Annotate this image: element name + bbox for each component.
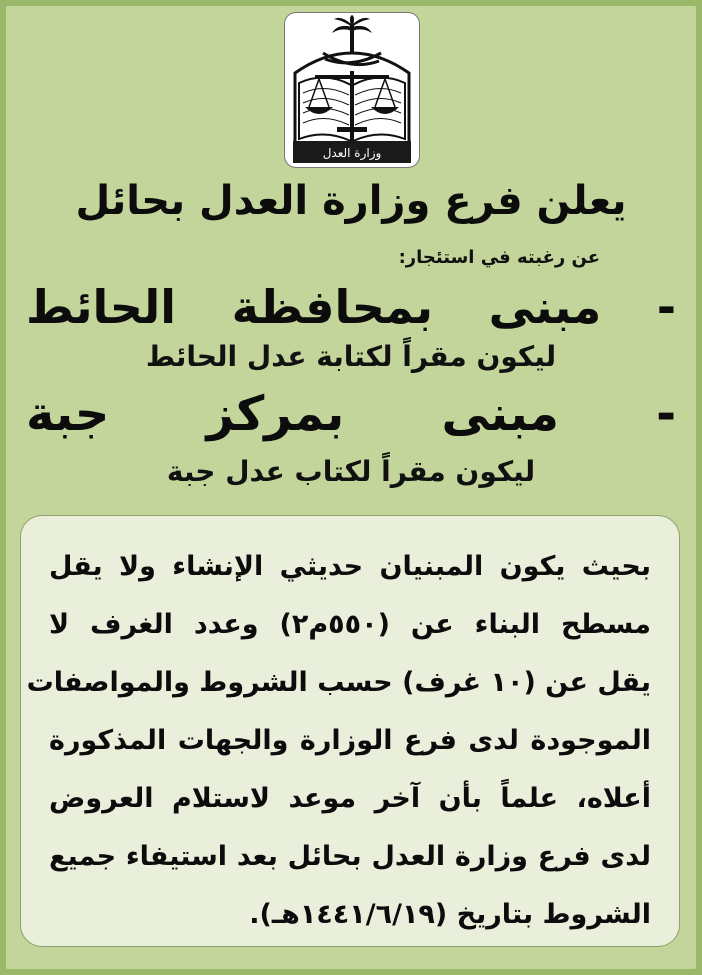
details-line: يقل عن (١٠ غرف) حسب الشروط والمواصفات [26, 667, 651, 698]
item2-subtitle: ليكون مقراً لكتاب عدل جبة [166, 455, 536, 488]
item1-heading: - مبنى بمحافظة الحائط [26, 280, 676, 334]
details-line: الشروط بتاريخ (١٤٤١/٦/١٩هـ). [249, 899, 651, 930]
scales-of-justice-icon [285, 13, 419, 167]
item2-heading: - مبنى بمركز جبة [26, 386, 676, 442]
details-line: مسطح البناء عن (٥٥٠م٢) وعدد الغرف لا [49, 609, 651, 640]
announcement-title: يعلن فرع وزارة العدل بحائل [75, 178, 627, 224]
logo-caption: وزارة العدل [322, 146, 382, 160]
details-line: بحيث يكون المبنيان حديثي الإنشاء ولا يقل [49, 551, 651, 582]
item1-subtitle: ليكون مقراً لكتابة عدل الحائط [145, 340, 557, 373]
details-line: لدى فرع وزارة العدل بحائل بعد استيفاء جميع [49, 841, 651, 872]
intro-text: عن رغبته في استئجار: [398, 247, 600, 268]
ministry-logo [284, 12, 420, 168]
details-line: الموجودة لدى فرع الوزارة والجهات المذكورة [49, 725, 651, 756]
details-line: أعلاه، علماً بأن آخر موعد لاستلام العروض [49, 783, 651, 814]
details-box [20, 515, 680, 947]
